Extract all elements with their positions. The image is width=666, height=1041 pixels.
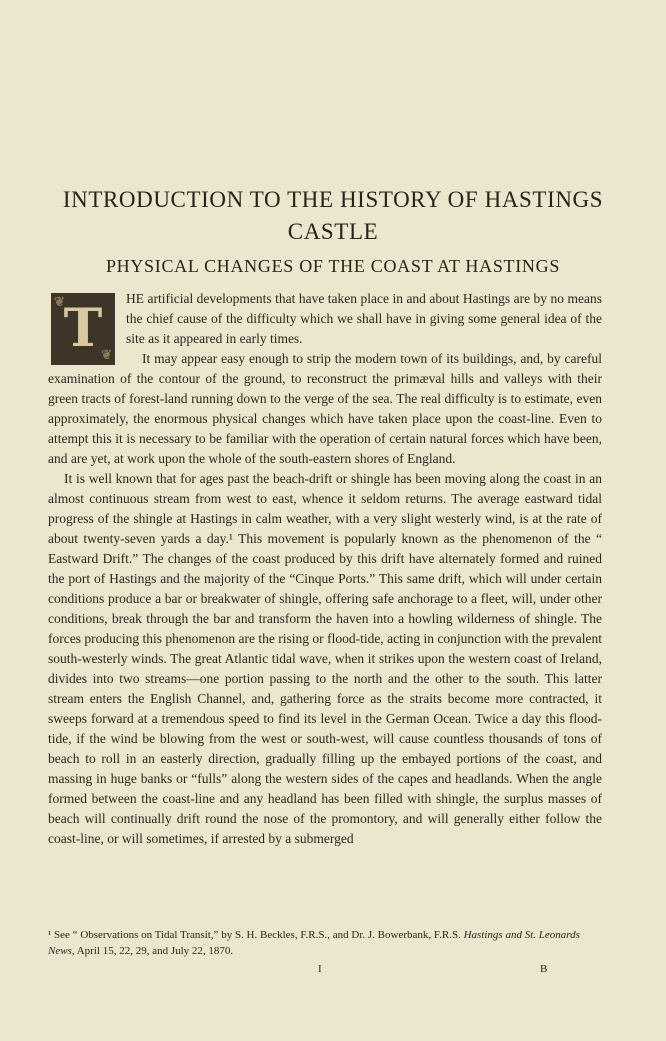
body-text [48, 289, 602, 849]
decorated-initial [48, 290, 118, 368]
ornament-icon: ❦ [101, 348, 112, 363]
footnote [48, 927, 608, 959]
signature-mark: B [540, 963, 548, 975]
ornament-icon: ❦ [54, 295, 65, 310]
chapter-title: INTRODUCTION TO THE HISTORY OF HASTINGS CASTLE [62, 187, 604, 244]
drop-cap-letter: T [63, 298, 103, 359]
section-heading: PHYSICAL CHANGES OF THE COAST AT HASTINGS [105, 256, 561, 276]
page-number: I [318, 963, 322, 975]
paragraph: It may appear easy enough to strip the modern town of its buildings, and, by careful examination of the contour of the ground, to reconstruct the primæval hills and valleys with their green tracts of forest-land running down to the verge of the sea. The real difficulty is to estimate, even approximately, the enormous physical changes which have taken place upon the coast-line. Even to attempt this it is necessary to be familiar with the operation of certain natural forces which have been, and are yet, at work upon the whole of the south-eastern shores of England. [48, 351, 602, 466]
paragraph-text: HE artificial developments that have taken place in and about Hastings are by no means the chief cause of the difficulty which we shall have in giving some general idea of the site as it appeared in early times. [126, 291, 602, 346]
footnote-text: ¹ See “ Observations on Tidal Transit,” by S. H. Beckles, F.R.S., and Dr. J. Bowerbank, F.R.S. [48, 929, 461, 941]
footnote-dates: April 15, 22, 29, and July 22, 1870. [74, 945, 234, 957]
paragraph [48, 289, 602, 363]
paragraph: It is well known that for ages past the beach-drift or shingle has been moving along the coast in an almost continuous stream from west to east, whence it seldom returns. The average eastward tidal progress of the shingle at Hastings in calm weather, with a very slight westerly wind, is at the rate of about twenty-seven yards a day.¹ This movement is popularly known as the phenomenon of the “ Eastward Drift.” The changes of the coast produced by this drift have alternately formed and ruined the port of Hastings and the majority of the “Cinque Ports.” This same drift, which will under certain conditions produce a bar or breakwater of shingle, offering safe anchorage to a fleet, will, under other conditions, break through the bar and transform the haven into a howling wilderness of shingle. The forces producing this phenomenon are the rising or flood-tide, acting in conjunction with the prevalent south-westerly winds. The great Atlantic tidal wave, when it strikes upon the western coast of Ireland, divides into two streams—one portion passing to the north and the other to the south. This latter stream enters the English Channel, and, gathering force as the straits become more contracted, it sweeps forward at a tremendous speed to find its level in the German Ocean. Twice a day this flood-tide, if the wind be blowing from the west or south-west, will cause countless thousands of tons of beach to roll in an easterly direction, gradually filling up the embayed portions of the coast, and massing in huge banks or “fulls” along the western sides of the capes and headlands. When the angle formed between the coast-line and any headland has been filled with shingle, the surplus masses of beach will continually drift round the nose of the promontory, and will generally either follow the coast-line, or will sometimes, if arrested by a submerged [48, 471, 602, 846]
footnote-source: Hastings and St. Leonards News, [48, 929, 580, 957]
